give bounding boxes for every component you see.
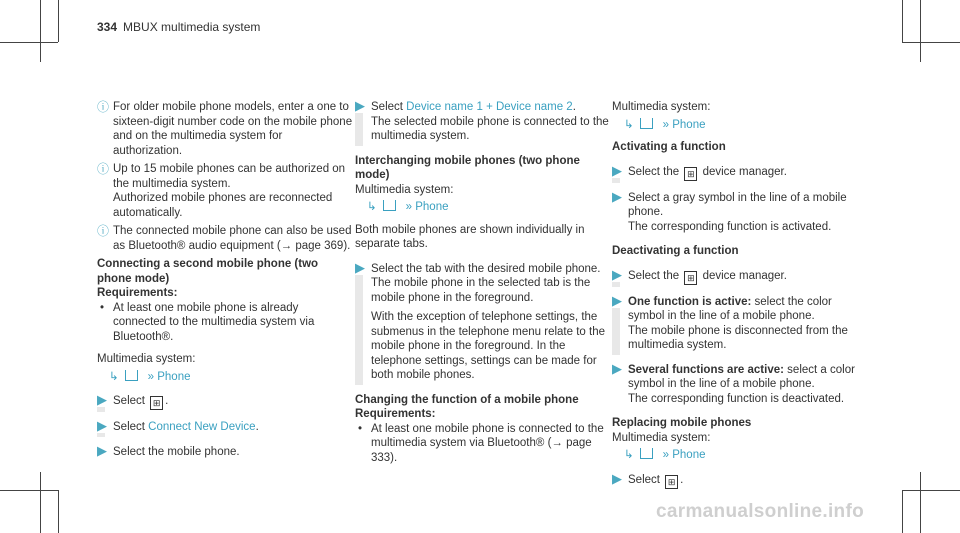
step-arrow-icon: ▶ bbox=[612, 188, 622, 204]
crop-mark bbox=[920, 0, 921, 62]
home-icon bbox=[383, 200, 396, 211]
step-arrow-icon: ▶ bbox=[612, 360, 622, 376]
section-heading: Changing the function of a mobile phone bbox=[355, 393, 579, 406]
step-arrow-icon: ▶ bbox=[355, 98, 365, 113]
crop-mark bbox=[920, 472, 921, 533]
menu-path: ↳ » Phone bbox=[624, 449, 706, 461]
step: ▶ One function is active: select the color symbol in the line of a mobile phone. The mobile phone is disconnected from the multimedia system. bbox=[612, 295, 868, 353]
info-icon: ⓘ bbox=[97, 100, 110, 114]
list-item: • At least one mobile phone is connected to the multimedia system via Bluetooth® (→ page 333). bbox=[358, 422, 604, 464]
column-2 bbox=[355, 100, 611, 465]
watermark: carmanualsonline.info bbox=[656, 501, 864, 522]
page-title: MBUX multimedia system bbox=[123, 20, 261, 34]
page-header bbox=[97, 20, 260, 34]
column-3 bbox=[612, 100, 868, 499]
step: ▶ Select Device name 1 + Device name 2. The selected mobile phone is connected to the multimedia system. bbox=[355, 100, 611, 144]
path-label: Multimedia system: bbox=[97, 353, 196, 365]
page-number: 334 bbox=[97, 20, 118, 34]
step-arrow-icon: ▶ bbox=[612, 470, 622, 486]
path-label: Multimedia system: bbox=[612, 101, 711, 113]
crop-mark bbox=[0, 490, 58, 491]
crop-mark bbox=[902, 42, 960, 43]
menu-path: ↳ » Phone bbox=[109, 370, 191, 383]
requirements-label: Requirements: bbox=[355, 408, 436, 420]
crop-mark bbox=[902, 490, 960, 491]
crop-mark bbox=[40, 472, 41, 533]
path-label: Multimedia system: bbox=[612, 431, 711, 444]
step-arrow-icon: ▶ bbox=[97, 392, 107, 407]
step: ▶ Select the mobile phone. bbox=[97, 442, 240, 458]
requirements-label: Requirements: bbox=[97, 287, 178, 299]
menu-path: ↳ » Phone bbox=[367, 201, 449, 213]
step: ▶ Select ⊞ . bbox=[612, 470, 684, 487]
step: ▶ Select the tab with the desired mobile phone. The mobile phone in the selected tab is the mobile phone in the foreground. With the exception of telephone settings, the submenus in the telephone menu relate to the mobile phone in the foreground. In the telephone settings, settings can be made for both mobile phones. bbox=[355, 262, 611, 383]
step: ▶ Select the ⊞ device manager. bbox=[612, 165, 868, 181]
list-item: • At least one mobile phone is already connected to the multimedia system via Bluetooth®. bbox=[100, 301, 315, 343]
section-heading: Replacing mobile phones bbox=[612, 417, 752, 429]
section-heading: Deactivating a function bbox=[612, 245, 739, 257]
column-1 bbox=[97, 100, 353, 469]
info-icon: ⓘ bbox=[97, 162, 110, 176]
note: ⓘ Up to 15 mobile phones can be authorized on the multimedia system. Authorized mobile phones are reconnected automatically. bbox=[97, 162, 346, 219]
paragraph: Both mobile phones are shown individually in separate tabs. bbox=[355, 223, 585, 250]
info-icon: ⓘ bbox=[97, 224, 110, 238]
section-heading: Connecting a second mobile phone (two phone mode) bbox=[97, 258, 319, 285]
device-manager-icon: ⊞ bbox=[665, 475, 678, 489]
crop-mark bbox=[40, 0, 41, 62]
path-label: Multimedia system: bbox=[355, 183, 454, 196]
device-manager-icon: ⊞ bbox=[684, 271, 697, 285]
section-heading: Interchanging mobile phones (two phone mode) bbox=[355, 154, 580, 181]
step-arrow-icon: ▶ bbox=[97, 442, 107, 458]
home-icon bbox=[640, 118, 653, 129]
section-heading: Activating a function bbox=[612, 141, 726, 153]
menu-path: ↳ » Phone bbox=[624, 118, 706, 131]
step: ▶ Select the ⊞ device manager. bbox=[612, 269, 868, 285]
step: ▶ Select a gray symbol in the line of a mobile phone. The corresponding function is activated. bbox=[612, 188, 847, 233]
note: ⓘ For older mobile phone models, enter a one to sixteen-digit number code on the mobile phone and on the multimedia system for authorization. bbox=[97, 100, 353, 157]
crop-mark bbox=[902, 0, 903, 42]
step-arrow-icon: ▶ bbox=[612, 266, 622, 282]
step-arrow-icon: ▶ bbox=[355, 259, 365, 275]
crop-mark bbox=[902, 490, 903, 533]
device-manager-icon: ⊞ bbox=[684, 167, 697, 181]
step: ▶ Select Connect New Device. bbox=[97, 420, 353, 435]
step: ▶ Select ⊞ . bbox=[97, 394, 353, 410]
home-icon bbox=[640, 448, 653, 459]
crop-mark bbox=[0, 42, 58, 43]
note: ⓘ The connected mobile phone can also be used as Bluetooth® audio equipment (→ page 369). bbox=[97, 224, 352, 252]
crop-mark bbox=[58, 0, 59, 42]
step-arrow-icon: ▶ bbox=[612, 292, 622, 308]
step-arrow-icon: ▶ bbox=[612, 162, 622, 178]
device-manager-icon: ⊞ bbox=[150, 396, 163, 410]
crop-mark bbox=[58, 490, 59, 533]
step: ▶ Several functions are active: select a color symbol in the line of a mobile phone. The corresponding function is deactivated. bbox=[612, 360, 855, 405]
step-arrow-icon: ▶ bbox=[97, 418, 107, 433]
home-icon bbox=[125, 370, 138, 381]
